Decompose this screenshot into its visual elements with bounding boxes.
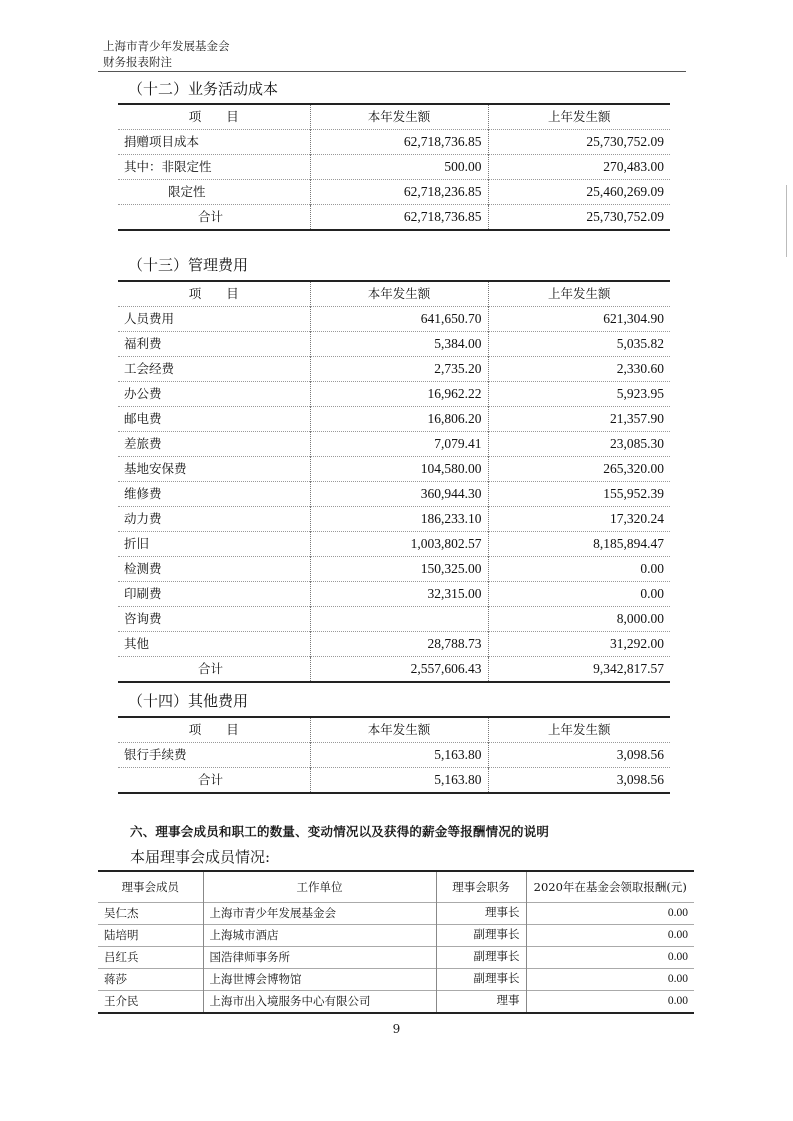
table-row [118, 432, 670, 457]
current-amount: 62,718,736.85 [310, 130, 488, 155]
table-row [118, 407, 670, 432]
pay-amount: 0.00 [526, 969, 694, 991]
member-name: 王介民 [98, 991, 203, 1014]
table-header-row [118, 104, 670, 130]
col-current-header: 本年发生额 [310, 104, 488, 130]
board-position: 理事长 [436, 903, 526, 925]
table-row [98, 947, 694, 969]
current-amount: 186,233.10 [310, 507, 488, 532]
table-row [118, 507, 670, 532]
prior-amount: 23,085.30 [488, 432, 670, 457]
col-prior-header: 上年发生额 [488, 281, 670, 307]
section-6-title: 六、理事会成员和职工的数量、变动情况以及获得的薪金等报酬情况的说明 [130, 824, 550, 839]
prior-amount: 8,185,894.47 [488, 532, 670, 557]
pay-amount: 0.00 [526, 903, 694, 925]
current-amount: 32,315.00 [310, 582, 488, 607]
header-rule [98, 71, 686, 72]
table-row [118, 557, 670, 582]
current-total: 2,557,606.43 [310, 657, 488, 683]
col-prior-header: 上年发生额 [488, 717, 670, 743]
section-13-title: （十三）管理费用 [128, 256, 249, 274]
current-amount: 641,650.70 [310, 307, 488, 332]
current-total: 62,718,736.85 [310, 205, 488, 231]
prior-amount: 25,730,752.09 [488, 130, 670, 155]
current-amount: 28,788.73 [310, 632, 488, 657]
member-name: 陆培明 [98, 925, 203, 947]
row-label: 差旅费 [118, 432, 310, 457]
row-label: 印刷费 [118, 582, 310, 607]
prior-amount: 3,098.56 [488, 743, 670, 768]
board-position: 副理事长 [436, 969, 526, 991]
col-member-header: 理事会成员 [121, 880, 179, 894]
employer: 上海世博会博物馆 [203, 969, 436, 991]
prior-amount: 270,483.00 [488, 155, 670, 180]
table-header-row [98, 871, 694, 903]
row-label: 折旧 [118, 532, 310, 557]
pay-amount: 0.00 [526, 947, 694, 969]
table-row [118, 632, 670, 657]
employer: 上海市出入境服务中心有限公司 [203, 991, 436, 1014]
row-label: 福利费 [118, 332, 310, 357]
row-label: 银行手续费 [118, 743, 310, 768]
col-item-header: 项 目 [188, 722, 239, 737]
business-cost-table [118, 103, 670, 231]
table-row [118, 307, 670, 332]
current-amount [310, 607, 488, 632]
row-label: 工会经费 [118, 357, 310, 382]
row-label: 其他 [118, 632, 310, 657]
current-amount: 360,944.30 [310, 482, 488, 507]
table-row [118, 357, 670, 382]
table-header-row [118, 717, 670, 743]
row-label: 捐赠项目成本 [118, 130, 310, 155]
table-row [118, 607, 670, 632]
col-prior-header: 上年发生额 [488, 104, 670, 130]
col-item-header: 项 目 [188, 109, 239, 124]
pay-amount: 0.00 [526, 991, 694, 1014]
board-position: 副理事长 [436, 947, 526, 969]
table-header-row [118, 281, 670, 307]
total-label: 合计 [118, 205, 310, 231]
row-label: 办公费 [118, 382, 310, 407]
prior-amount: 155,952.39 [488, 482, 670, 507]
total-label: 合计 [118, 768, 310, 794]
prior-total: 9,342,817.57 [488, 657, 670, 683]
row-label: 咨询费 [118, 607, 310, 632]
row-label: 动力费 [118, 507, 310, 532]
table-row [118, 180, 670, 205]
current-amount: 7,079.41 [310, 432, 488, 457]
col-current-header: 本年发生额 [310, 281, 488, 307]
member-name: 吕红兵 [98, 947, 203, 969]
employer: 国浩律师事务所 [203, 947, 436, 969]
table-row [118, 130, 670, 155]
total-row [118, 205, 670, 231]
page-number: 9 [392, 1022, 401, 1036]
employer: 上海市青少年发展基金会 [203, 903, 436, 925]
table-row [98, 969, 694, 991]
table-row [118, 457, 670, 482]
table-row [118, 482, 670, 507]
table-row [118, 582, 670, 607]
prior-amount: 265,320.00 [488, 457, 670, 482]
prior-amount: 17,320.24 [488, 507, 670, 532]
current-amount: 500.00 [310, 155, 488, 180]
current-amount: 2,735.20 [310, 357, 488, 382]
org-name: 上海市青少年发展基金会 [103, 39, 230, 53]
prior-total: 25,730,752.09 [488, 205, 670, 231]
row-label: 人员费用 [118, 307, 310, 332]
prior-amount: 31,292.00 [488, 632, 670, 657]
prior-amount: 21,357.90 [488, 407, 670, 432]
current-amount: 5,163.80 [310, 743, 488, 768]
table-row [118, 155, 670, 180]
table-row [118, 532, 670, 557]
member-name: 蒋莎 [98, 969, 203, 991]
col-current-header: 本年发生额 [310, 717, 488, 743]
row-label: 其中：非限定性 [118, 155, 310, 180]
col-pay-header: 2020年在基金会领取报酬(元) [526, 871, 694, 903]
row-label: 限定性 [118, 180, 310, 205]
scan-edge-mark [786, 185, 789, 257]
row-label: 邮电费 [118, 407, 310, 432]
prior-amount: 8,000.00 [488, 607, 670, 632]
table-row [118, 743, 670, 768]
col-position-header: 理事会职务 [436, 871, 526, 903]
total-row [118, 768, 670, 794]
board-members-subtitle: 本届理事会成员情况: [130, 848, 271, 866]
total-row [118, 657, 670, 683]
prior-amount: 621,304.90 [488, 307, 670, 332]
board-position: 副理事长 [436, 925, 526, 947]
admin-expense-table [118, 280, 670, 683]
col-item-header: 项 目 [188, 286, 239, 301]
current-amount: 104,580.00 [310, 457, 488, 482]
table-row [118, 332, 670, 357]
prior-amount: 0.00 [488, 557, 670, 582]
table-row [118, 382, 670, 407]
member-name: 吴仁杰 [98, 903, 203, 925]
current-total: 5,163.80 [310, 768, 488, 794]
table-row [98, 903, 694, 925]
prior-amount: 5,923.95 [488, 382, 670, 407]
table-row [98, 991, 694, 1014]
current-amount: 150,325.00 [310, 557, 488, 582]
row-label: 基地安保费 [118, 457, 310, 482]
section-14-title: （十四）其他费用 [128, 692, 249, 710]
doc-name: 财务报表附注 [103, 55, 172, 69]
current-amount: 16,806.20 [310, 407, 488, 432]
current-amount: 16,962.22 [310, 382, 488, 407]
prior-amount: 2,330.60 [488, 357, 670, 382]
current-amount: 62,718,236.85 [310, 180, 488, 205]
col-employer-header: 工作单位 [203, 871, 436, 903]
row-label: 检测费 [118, 557, 310, 582]
board-position: 理事 [436, 991, 526, 1014]
board-members-table [98, 870, 694, 1014]
prior-amount: 5,035.82 [488, 332, 670, 357]
prior-amount: 25,460,269.09 [488, 180, 670, 205]
section-12-title: （十二）业务活动成本 [128, 80, 279, 98]
current-amount: 5,384.00 [310, 332, 488, 357]
page-header [103, 38, 230, 70]
row-label: 维修费 [118, 482, 310, 507]
pay-amount: 0.00 [526, 925, 694, 947]
other-expense-table [118, 716, 670, 794]
current-amount: 1,003,802.57 [310, 532, 488, 557]
table-row [98, 925, 694, 947]
total-label: 合计 [118, 657, 310, 683]
prior-total: 3,098.56 [488, 768, 670, 794]
employer: 上海城市酒店 [203, 925, 436, 947]
prior-amount: 0.00 [488, 582, 670, 607]
